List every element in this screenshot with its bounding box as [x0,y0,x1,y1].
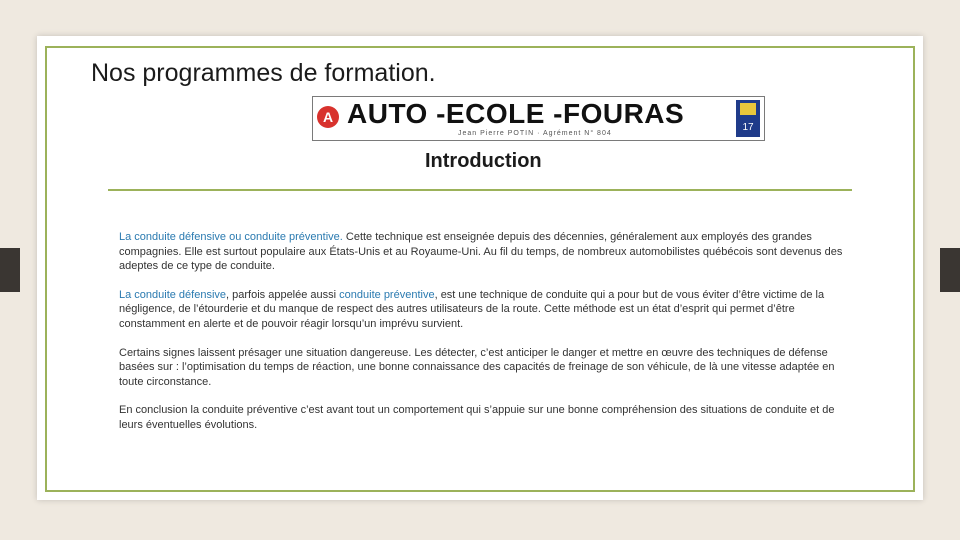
highlight-term: La conduite défensive [119,288,227,301]
title-divider [108,189,852,191]
logo-badge: A [317,106,339,128]
right-edge-tab [940,248,960,292]
logo-name: AUTO -ECOLE -FOURAS [347,98,685,129]
slide-card [37,36,923,500]
logo-tagline: Jean Pierre POTIN · Agrément N° 804 [458,130,612,137]
left-edge-tab [0,248,20,292]
paragraph-3: Certains signes laissent présager une situation dangereuse. Les détecter, c’est anticiper le danger et mettre en œuvre des techniques de défense basées sur : l’optimisation du temps de réaction, une bonne connaissance des capacités de freinage de son véhicule, de là une vitesse adaptée en toute circonstance. [119,346,835,388]
department-badge [736,100,760,137]
slide-subtitle: Introduction [425,150,542,172]
department-flag-icon [740,103,756,115]
paragraph-text: , est une technique de conduite qui a pour but de vous éviter d’être victime de la négligence, de l’étourderie et du manque de respect des autres utilisateurs de la route. Cette méthode est un état d’esprit qui permet d’être constamment en alerte et de pouvoir réagir lorsqu’un imprévu survient. [119,288,825,330]
paragraph-text: , parfois appelée aussi [226,288,340,301]
slide-title: Nos programmes de formation. [91,59,436,87]
paragraph-text: Cette technique est enseignée depuis des décennies, généralement aux employés des grandes compagnies. Elle est surtout populaire aux États-Unis et au Royaume-Uni. Au fil du temps, de nombreux automobilistes québécois sont devenus des adeptes de ce type de conduite. [119,231,843,273]
department-number: 17 [742,122,754,133]
slide-body [119,230,854,447]
auto-ecole-logo [312,96,765,141]
paragraph-1 [119,230,854,274]
highlight-term: La conduite défensive ou conduite préventive. [119,231,343,243]
paragraph-4: En conclusion la conduite préventive c’est avant tout un comportement qui s’appuie sur une bonne compréhension des situations de conduite et de leurs éventuelles évolutions. [119,404,835,431]
highlight-term: conduite préventive [339,288,435,301]
paragraph-2 [119,288,854,332]
